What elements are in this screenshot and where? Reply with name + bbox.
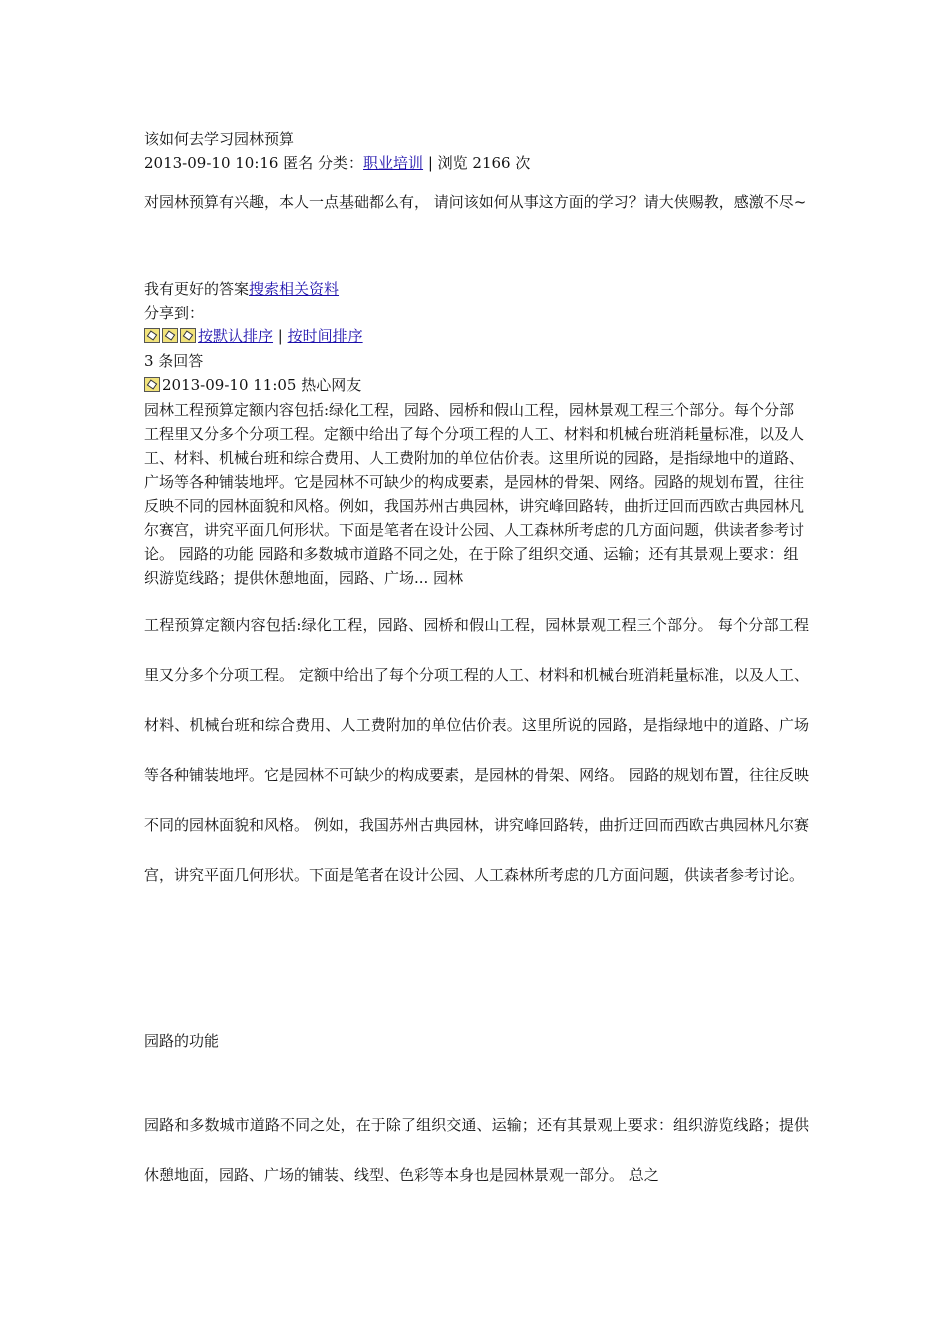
question-body: 对园林预算有兴趣，本人一点基础都么有， 请问该如何从事这方面的学习？请大侠赐教，感激不尽~ bbox=[144, 193, 807, 211]
sort-time-link[interactable]: 按时间排序 bbox=[287, 327, 363, 345]
answer-meta bbox=[144, 374, 361, 395]
sort-default-link[interactable]: 按默认排序 bbox=[198, 327, 274, 345]
search-link[interactable]: 搜索相关资料 bbox=[249, 280, 340, 298]
question-title: 该如何去学习园林预算 bbox=[144, 130, 295, 148]
answer-final-paragraph: 园路和多数城市道路不同之处，在于除了组织交通、运输；还有其景观上要求：组织游览线路；提供休憩地面，园路、广场的铺装、线型、色彩等本身也是园林景观一部分。 总之 bbox=[144, 1116, 809, 1184]
answer-heading: 园路的功能 bbox=[144, 1032, 220, 1050]
user-icon bbox=[144, 377, 160, 392]
share-icon[interactable] bbox=[180, 328, 196, 343]
sort-bar bbox=[144, 325, 363, 346]
answer-summary: 园林工程预算定额内容包括:绿化工程，园路、园桥和假山工程，园林景观工程三个部分。每个分部工程里又分多个分项工程。定额中给出了每个分项工程的人工、材料和机械台班消耗量标准，以及人工、材料、机械台班和综合费用、人工费附加的单位估价表。这里所说的园路，是指绿地中的道路、广场等各种铺装地坪。它是园林不可缺少的构成要素，是园林的骨架、网络。园路的规划布置，往往反映不同的园林面貌和风格。例如，我国苏州古典园林，讲究峰回路转，曲折迂回而西欧古典园林凡尔赛宫，讲究平面几何形状。下面是笔者在设计公园、人工森林所考虑的几方面问题，供读者参考讨论。 园路的功能 园路和多数城市道路不同之处，在于除了组织交通、运输；还有其景观上要求：组织游览线路；提供休憩地面，园路、广场... 园林 bbox=[144, 401, 805, 587]
question-meta bbox=[144, 152, 530, 173]
meta-suffix: | 浏览 2166 次 bbox=[423, 154, 531, 172]
share-icon[interactable] bbox=[162, 328, 178, 343]
answer-meta-text: 2013-09-10 11:05 热心网友 bbox=[162, 376, 362, 394]
answer-scan-text: 工程预算定额内容包括:绿化工程，园路、园桥和假山工程，园林景观工程三个部分。 每个分部工程里又分多个分项工程。 定额中给出了每个分项工程的人工、材料和机械台班消耗量标准，以及人工、材料、机械台班和综合费用、人工费附加的单位估价表。这里所说的园路，是指绿地中的道路、广场等各种铺装地坪。它是园林不可缺少的构成要素，是园林的骨架、网络。 园路的规划布置，往往反映不同的园林面貌和风格。 例如，我国苏州古典园林，讲究峰回路转，曲折迂回而西欧古典园林凡尔赛宫，讲究平面几何形状。下面是笔者在设计公园、人工森林所考虑的几方面问题，供读者参考讨论。 bbox=[144, 616, 809, 884]
meta-prefix: 2013-09-10 10:16 匿名 分类： bbox=[144, 154, 364, 172]
share-label: 分享到： bbox=[144, 304, 205, 322]
answers-count: 3 条回答 bbox=[144, 352, 204, 370]
better-answer-label: 我有更好的答案 bbox=[144, 280, 250, 298]
share-icon[interactable] bbox=[144, 328, 160, 343]
sort-separator: | bbox=[273, 327, 288, 345]
category-link[interactable]: 职业培训 bbox=[363, 154, 424, 172]
answer-actions bbox=[144, 278, 339, 299]
